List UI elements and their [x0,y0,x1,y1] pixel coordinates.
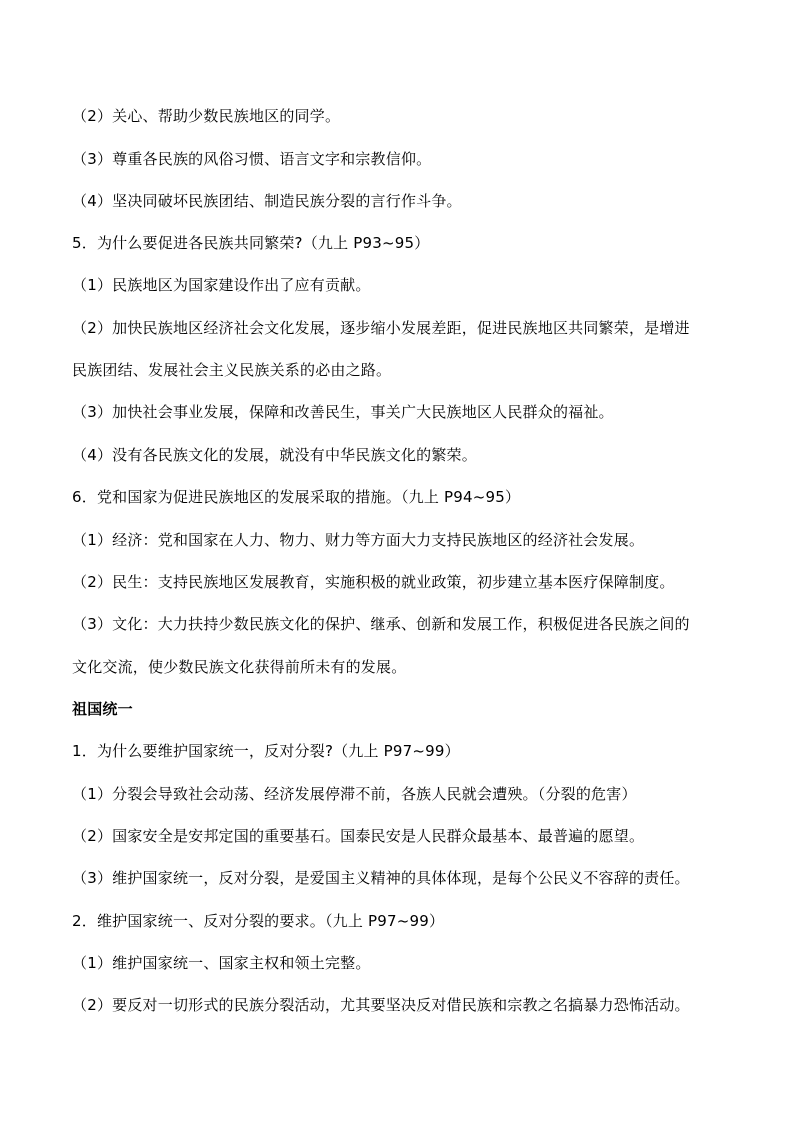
paragraph-line: （3）加快社会事业发展，保障和改善民生，事关广大民族地区人民群众的福祉。 [72,403,614,421]
paragraph-line: （3）尊重各民族的风俗习惯、语言文字和宗教信仰。 [72,150,432,168]
paragraph-line: （4）坚决同破坏民族团结、制造民族分裂的言行作斗争。 [72,192,462,210]
paragraph-line: （2）民生：支持民族地区发展教育，实施积极的就业政策，初步建立基本医疗保障制度。 [72,573,675,591]
question-heading: 6．党和国家为促进民族地区的发展采取的措施。（九上 P94~95） [72,488,521,506]
paragraph-line: （2）关心、帮助少数民族地区的同学。 [72,107,341,125]
paragraph-line: （2）国家安全是安邦定国的重要基石。国泰民安是人民群众最基本、最普遍的愿望。 [72,827,645,845]
question-heading: 5．为什么要促进各民族共同繁荣?（九上 P93~95） [72,234,430,252]
paragraph-line: （1）分裂会导致社会动荡、经济发展停滞不前，各族人民就会遭殃。（分裂的危害） [72,785,637,803]
paragraph-line: （2）要反对一切形式的民族分裂活动，尤其要坚决反对借民族和宗教之名搞暴力恐怖活动。 [72,996,690,1014]
paragraph-line: （1）民族地区为国家建设作出了应有贡献。 [72,276,371,294]
question-heading: 1．为什么要维护国家统一，反对分裂?（九上 P97~99） [72,742,460,760]
paragraph-line: （4）没有各民族文化的发展，就没有中华民族文化的繁荣。 [72,446,477,464]
paragraph-line: （3）文化：大力扶持少数民族文化的保护、继承、创新和发展工作，积极促进各民族之间的 [72,615,690,633]
paragraph-line: （1）经济：党和国家在人力、物力、财力等方面大力支持民族地区的经济社会发展。 [72,531,645,549]
section-heading: 祖国统一 [72,700,133,718]
question-heading: 2．维护国家统一、反对分裂的要求。（九上 P97~99） [72,912,445,930]
paragraph-line: 文化交流，使少数民族文化获得前所未有的发展。 [72,658,407,676]
paragraph-line: （1）维护国家统一、国家主权和领土完整。 [72,954,371,972]
paragraph-line: （3）维护国家统一，反对分裂，是爱国主义精神的具体体现，是每个公民义不容辞的责任。 [72,869,690,887]
paragraph-line: 民族团结、发展社会主义民族关系的必由之路。 [72,361,392,379]
paragraph-line: （2）加快民族地区经济社会文化发展，逐步缩小发展差距，促进民族地区共同繁荣，是增进 [72,319,690,337]
